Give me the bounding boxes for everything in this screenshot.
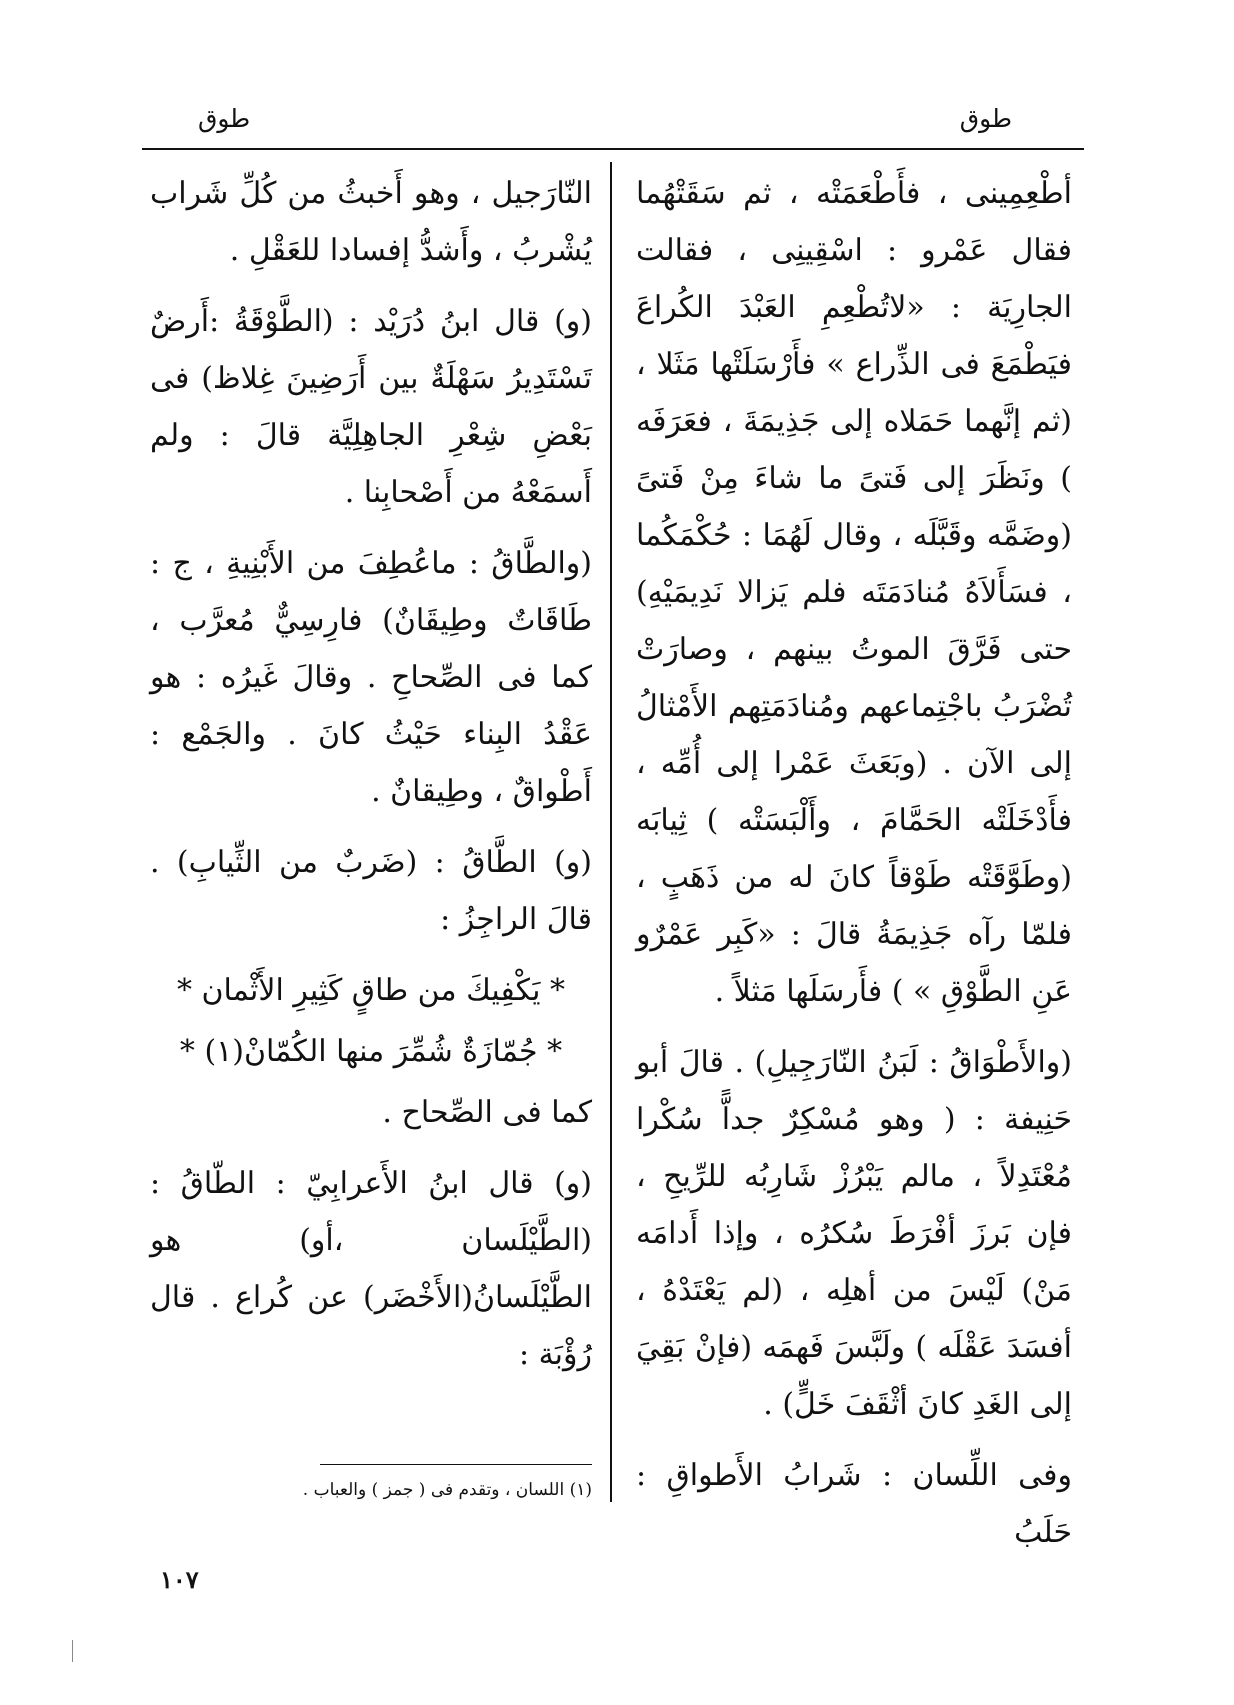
footnote-rule bbox=[320, 1464, 592, 1465]
scan-mark bbox=[72, 1640, 73, 1662]
paragraph: (و) قال ابنُ الأَعرابِيّ : الطّاقُ : (الطَّيْلَسان ،أو) هو الطَّيْلَسانُ(الأَخْضَر) عن كُراع . قال رُؤْبَة : bbox=[150, 1166, 592, 1372]
running-head-right: طوق bbox=[959, 104, 1012, 133]
verse-line: * يَكْفِيكَ من طاقٍ كَثِيرِ الأَثْمان * bbox=[176, 973, 566, 1008]
footnote: (١) اللسان ، وتقدم فى ( جمز ) والعباب . bbox=[302, 1480, 592, 1500]
page-number: ١٠٧ bbox=[160, 1565, 199, 1594]
right-text-column bbox=[636, 165, 1072, 1575]
column-divider bbox=[610, 162, 612, 1502]
running-head-left: طوق bbox=[198, 104, 251, 133]
paragraph: النّارَجيل ، وهو أَخبثُ من كُلِّ شَراب يُشْربُ ، وأَشدُّ إفسادا للعَقْلِ . bbox=[150, 176, 592, 268]
header-rule bbox=[142, 148, 1084, 150]
paragraph: أطْعِمِينى ، فأَطْعَمَتْه ، ثم سَقَتْهُما فقال عَمْرو : اسْقِينِى ، فقالت الجارِيَة : «لاتُطْعِمِ العَبْدَ الكُراعَ فيَطْمَعَ فى الذِّراع » فأَرْسَلَتْها مَثَلا ، (ثم إنَّهما حَمَلاه إلى جَذِيمَةَ ، فعَرَفَه ) ونَظَرَ إلى فَتىً ما شاءَ مِنْ فَتىً (وضَمَّه وقَبَّلَه ، وقال لَهُمَا : حُكْمَكُما ، فسَأَلاَهُ مُنادَمَتَه فلم يَزالا نَدِيمَيْهِ) حتى فَرَّقَ الموتُ بينهم ، وصارَتْ تُضْرَبُ باجْتِماعهم ومُنادَمَتِهم الأَمْثالُ إلى الآن . (وبَعَثَ عَمْرا إلى أُمِّه ، فأَدْخَلَتْه الحَمَّامَ ، وأَلْبَسَتْه ) ثِيابَه (وطَوَّقَتْه طَوْقاً كانَ له من ذَهَبٍ ، فلمّا رآه جَذِيمَةُ قالَ : «كَبِر عَمْرٌو عَنِ الطَّوْقِ » ) فأَرسَلَها مَثلاً . bbox=[636, 176, 1072, 1009]
paragraph: (و) قال ابنُ دُرَيْد : (الطَّوْقَةُ :أَرضٌ تَسْتَدِيرُ سَهْلَةٌ بين أَرَضِينَ غِلاظ) فى بَعْضِ شِعْرِ الجاهِلِيَّة قالَ : ولم أَسمَعْهُ من أَصْحابِنا . bbox=[150, 304, 592, 510]
paragraph: (و) الطَّاقُ : (ضَربٌ من الثِّيابِ) . قالَ الراجِزُ : bbox=[150, 845, 592, 937]
verse-line: * جُمّازَةٌ شُمِّرَ منها الكُمّانْ(١) * bbox=[179, 1034, 563, 1069]
paragraph: وفى اللِّسان : شَرابُ الأَطواقِ : حَلَبُ bbox=[636, 1458, 1072, 1550]
paragraph: كما فى الصِّحاح . bbox=[382, 1095, 592, 1130]
left-text-column bbox=[150, 165, 592, 1397]
paragraph: (والطَّاقُ : ماعُطِفَ من الأَبْنِيةِ ، ج : طَاقَاتٌ وطِيقَانٌ) فارِسِيٌّ مُعرَّب ، كما فى الصِّحاحِ . وقالَ غَيرُه : هو عَقْدُ البِناء حَيْثُ كانَ . والجَمْع : أَطْواقٌ ، وطِيقانٌ . bbox=[150, 546, 592, 809]
paragraph: (والأَطْوَاقُ : لَبَنُ النّارَجِيلِ) . قالَ أبو حَنِيفة : ( وهو مُسْكِرٌ جداًّ سُكْرا مُعْتَدِلاً ، مالم يَبْرُزْ شَارِبُه للرِّيحِ ، فإن بَرزَ أفْرَطَ سُكرُه ، وإذا أَدامَه مَنْ) لَيْسَ من أهلِه ، (لم يَعْتَدْهُ ، أفسَدَ عَقْلَه ) ولَبَّسَ فَهمَه (فإنْ بَقِيَ إلى الغَدِ كانَ أثْقَفَ خَلٍّ) . bbox=[636, 1045, 1072, 1422]
